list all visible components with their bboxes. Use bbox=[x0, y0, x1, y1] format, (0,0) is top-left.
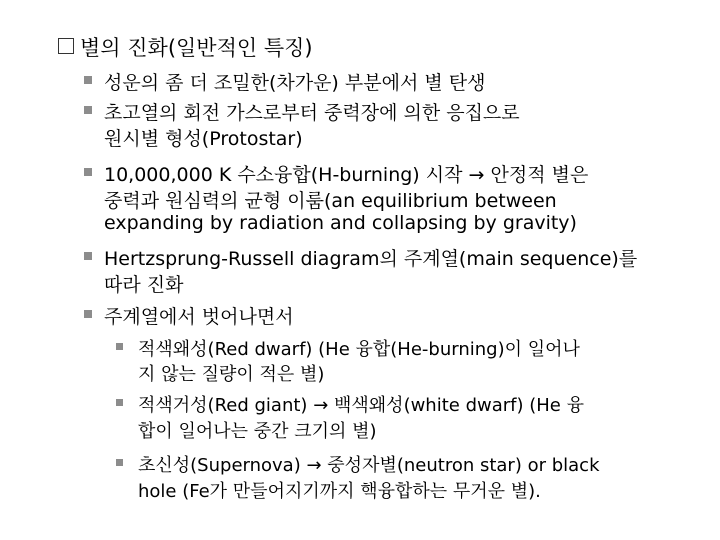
sub-item-2-text-a: 적색거성(Red giant) bbox=[138, 395, 308, 416]
square-bullet-icon bbox=[116, 399, 123, 406]
right-arrow-icon: → bbox=[306, 455, 322, 476]
square-bullet-icon bbox=[116, 343, 123, 350]
bullet-item-2-line-2: 원시별 형성(Protostar) bbox=[104, 128, 303, 150]
right-arrow-icon: → bbox=[313, 395, 329, 416]
sub-item-3-text-b: 중성자별(neutron star) or black bbox=[327, 455, 600, 476]
bullet-item-3-line-1 bbox=[104, 160, 588, 187]
sub-item-3-line-2: hole (Fe가 만들어지기까지 핵융합하는 무거운 별). bbox=[138, 481, 541, 502]
square-bullet-icon bbox=[84, 106, 92, 114]
bullet-item-3-text-a: 10,000,000 K 수소융합(H-burning) 시작 bbox=[104, 164, 463, 186]
bullet-item-3-line-3: expanding by radiation and collapsing by gravity) bbox=[104, 212, 577, 234]
bullet-item-4-line-1: Hertzsprung-Russell diagram의 주계열(main sequence)를 bbox=[104, 248, 638, 270]
square-bullet-icon bbox=[84, 310, 92, 318]
hollow-square-bullet-icon bbox=[58, 38, 74, 54]
square-bullet-icon bbox=[84, 76, 92, 84]
slide-heading: 별의 진화(일반적인 특징) bbox=[80, 36, 313, 60]
bullet-item-5-line-1: 주계열에서 벗어나면서 bbox=[104, 306, 294, 328]
sub-item-3-text-a: 초신성(Supernova) bbox=[138, 455, 301, 476]
bullet-item-2-line-1: 초고열의 회전 가스로부터 중력장에 의한 응집으로 bbox=[104, 102, 520, 124]
sub-item-2-text-b: 백색왜성(white dwarf) (He 융 bbox=[334, 395, 584, 416]
square-bullet-icon bbox=[116, 459, 123, 466]
sub-item-3-line-1 bbox=[138, 451, 600, 477]
sub-item-1-line-1: 적색왜성(Red dwarf) (He 융합(He-burning)이 일어나 bbox=[138, 339, 580, 360]
sub-item-1-line-2: 지 않는 질량이 적은 별) bbox=[138, 364, 325, 385]
sub-item-2-line-2: 합이 일어나는 중간 크기의 별) bbox=[138, 421, 377, 442]
bullet-item-3-line-2: 중력과 원심력의 균형 이룸(an equilibrium between bbox=[104, 190, 557, 212]
right-arrow-icon: → bbox=[468, 164, 485, 186]
square-bullet-icon bbox=[84, 252, 92, 260]
bullet-item-3-text-b: 안정적 별은 bbox=[490, 164, 589, 186]
bullet-item-4-line-2: 따라 진화 bbox=[104, 274, 184, 296]
bullet-item-1-line-1: 성운의 좀 더 조밀한(차가운) 부분에서 별 탄생 bbox=[104, 72, 486, 94]
sub-item-2-line-1 bbox=[138, 391, 584, 417]
square-bullet-icon bbox=[84, 168, 92, 176]
